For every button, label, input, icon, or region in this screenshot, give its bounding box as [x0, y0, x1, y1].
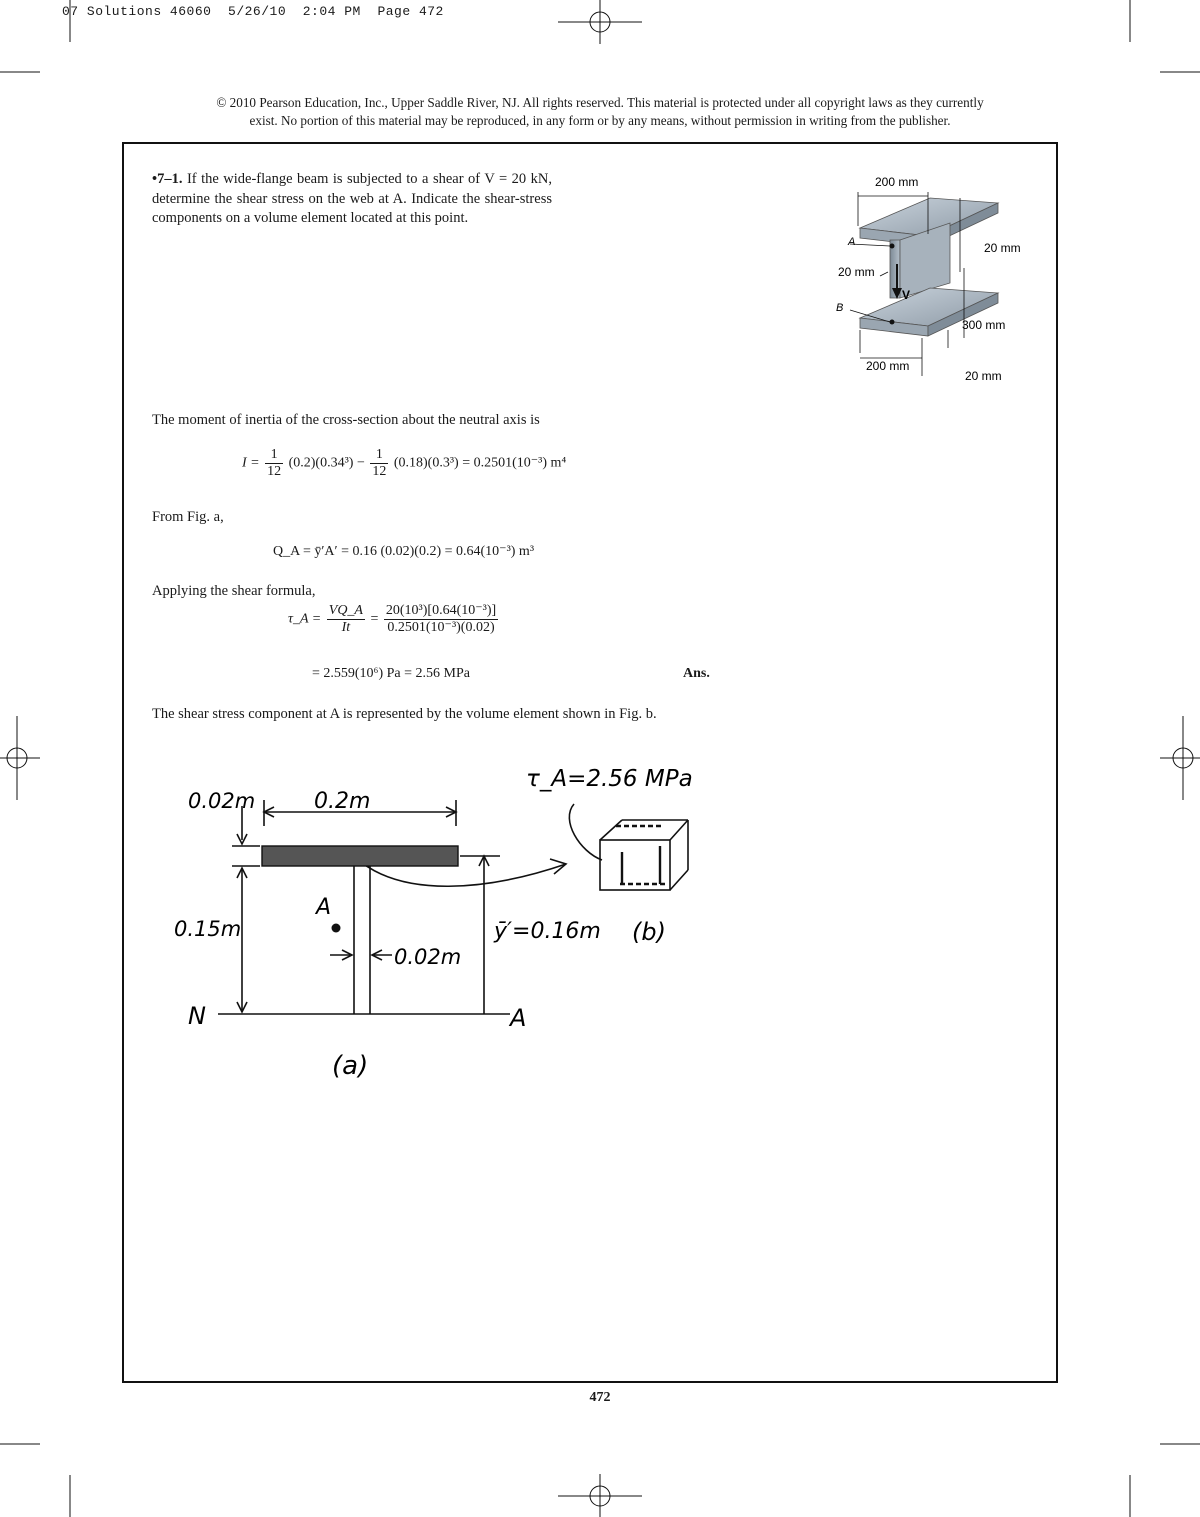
beam-flange-thickness-top-label: 20 mm	[984, 241, 1021, 255]
beam-height-label: 300 mm	[962, 318, 1006, 332]
copyright-line-2: exist. No portion of this material may be reproduced, in any form or by any means, without permission in writing from the publisher.	[249, 113, 951, 128]
hand-sketch	[170, 760, 730, 1090]
copyright-notice	[120, 94, 1080, 130]
sketch-ybar: ȳ′=0.16m	[494, 919, 601, 944]
conclusion-text: The shear stress component at A is represented by the volume element shown in Fig. b.	[152, 706, 657, 722]
sketch-fig-b: (b)	[632, 918, 666, 946]
sketch-flange-width: 0.2m	[314, 789, 371, 814]
beam-figure	[830, 168, 1040, 388]
sketch-distance-na: 0.15m	[174, 917, 242, 941]
sketch-n-label: N	[188, 1002, 206, 1030]
beam-top-width-label: 200 mm	[875, 175, 919, 189]
sketch-web-thickness: 0.02m	[394, 945, 462, 969]
sketch-point-a-marker	[332, 924, 341, 933]
sketch-tau-label: τ_A=2.56 MPa	[526, 766, 693, 792]
equation-first-moment: Q_A = ȳ′A′ = 0.16 (0.02)(0.2) = 0.64(10⁻³) m³	[273, 544, 535, 559]
flange-area	[262, 846, 458, 866]
answer-marker: Ans.	[683, 666, 710, 681]
beam-point-a-label: A	[848, 236, 856, 248]
beam-shear-label: V	[902, 288, 911, 302]
sketch-flange-thickness: 0.02m	[188, 789, 256, 813]
beam-web-thickness-label: 20 mm	[838, 265, 875, 279]
applying-shear-formula: Applying the shear formula,	[152, 583, 316, 599]
from-fig-a: From Fig. a,	[152, 509, 224, 525]
beam-flange-thickness-bottom-label: 20 mm	[965, 369, 1002, 383]
sketch-point-a-label: A	[316, 895, 332, 920]
problem-text: If the wide-flange beam is subjected to a shear of V = 20 kN, determine the shear stress on the web at A. Indicate the shear-stress components on a volume element located at this point.	[152, 171, 552, 226]
beam-bottom-width-label: 200 mm	[866, 359, 910, 373]
problem-number: •7–1.	[152, 171, 183, 187]
moment-intro: The moment of inertia of the cross-section about the neutral axis is	[152, 412, 540, 428]
copyright-line-1: © 2010 Pearson Education, Inc., Upper Saddle River, NJ. All rights reserved. This material is protected under all copyright laws as they currently	[216, 95, 984, 110]
problem-statement	[152, 170, 552, 229]
sketch-a-label: A	[510, 1004, 527, 1032]
print-slug: 07 Solutions 46060 5/26/10 2:04 PM Page 472	[62, 4, 444, 19]
equation-result: = 2.559(10⁶) Pa = 2.56 MPa	[312, 666, 470, 681]
point-b-marker	[890, 320, 895, 325]
equation-shear-stress: τ_A = $\frac{VQ\_A}{It}$ = $\frac{\text{20(10³)[0.64(10⁻³)]}}{\text{0.2501(10⁻³)(0.02)}}$	[288, 603, 497, 635]
equation-moment-of-inertia: I = $\frac{1}{12}$ (0.2)(0.34³) − $\frac{1}{12}$ (0.18)(0.3³) = 0.2501(10⁻³) m⁴	[242, 447, 567, 479]
page-number: 472	[589, 1390, 611, 1405]
beam-point-b-label: B	[836, 302, 844, 314]
sketch-fig-a: (a)	[332, 1051, 369, 1081]
point-a-marker	[890, 244, 895, 249]
